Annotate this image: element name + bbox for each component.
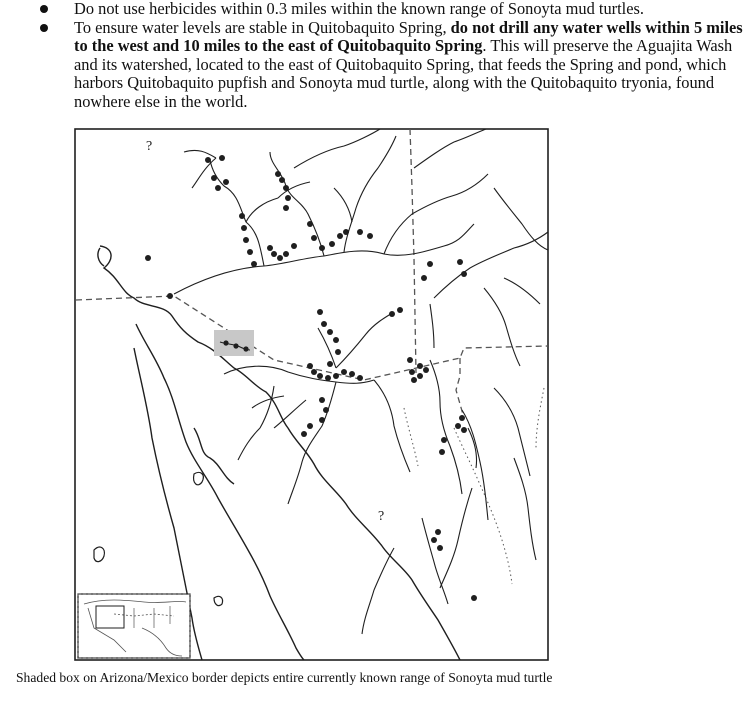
sonoyta-range-box xyxy=(214,330,254,356)
range-map-figure xyxy=(74,128,570,663)
bullet-water-wells xyxy=(40,19,745,112)
range-map xyxy=(74,128,570,663)
text-segment: . This will preserve the Aguajita Wash and its watershed, located to the east of Quitobaquito Spring, that feeds the Spring and pond, which harbors Quitobaquito pupfish and Sonoyta mud turtle, along with the Quitobaquito tryonia, found nowhere else in the world. xyxy=(74,36,733,111)
figure-caption: Shaded box on Arizona/Mexico border depicts entire currently known range of Sonoyta mud turtle xyxy=(16,670,553,685)
question-mark-north: ? xyxy=(146,139,153,154)
text-segment: To ensure water levels are stable in Quitobaquito Spring, xyxy=(74,17,451,37)
text-segment-bold: do not drill any water wells within 5 miles to the west and 10 miles to the east of Quitobaquito Spring xyxy=(74,17,743,56)
question-mark-south: ? xyxy=(378,509,385,524)
bullet-herbicides xyxy=(40,0,745,19)
bullet-dot xyxy=(40,5,48,13)
bullet-text xyxy=(74,0,644,18)
bullet-dot xyxy=(40,24,48,32)
locator-inset xyxy=(78,594,190,658)
recommendation-list xyxy=(40,0,745,112)
map-frame xyxy=(75,129,548,660)
bullet-text xyxy=(74,18,743,111)
text-segment: Do not use herbicides within 0.3 miles within the known range of Sonoyta mud turtles. xyxy=(74,0,644,18)
